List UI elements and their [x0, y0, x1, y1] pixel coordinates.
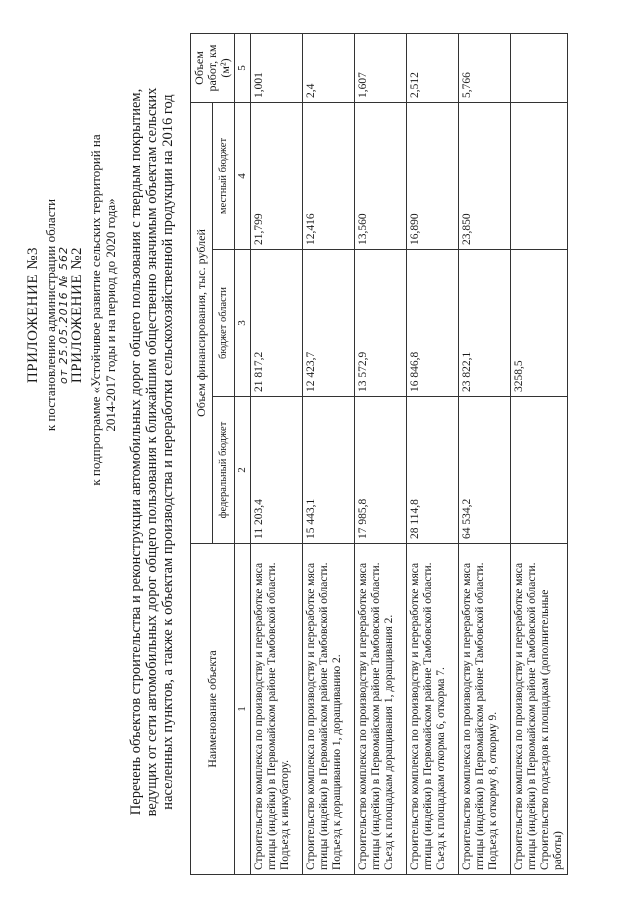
work-volume-cell: 2,4 [303, 34, 355, 103]
local-budget-cell: 13,560 [355, 103, 407, 250]
document-title [128, 57, 176, 847]
column-number: 2 [235, 397, 251, 544]
subprogram-line-2: 2014-2017 годы и на период до 2020 года» [103, 198, 118, 432]
federal-budget-cell: 15 443,1 [303, 397, 355, 544]
regional-budget-cell: 21 817,2 [251, 250, 303, 397]
object-name-cell: Строительство комплекса по производству и переработке мяса птицы (индейки) в Первомайском районе Тамбовской области. Подъезд к инкубатору. [251, 544, 303, 875]
object-name-cell: Строительство комплекса по производству и переработке мяса птицы (индейки) в Первомайском районе Тамбовской области. Съезд к площадкам доращивания 1, доращивания 2. [355, 544, 407, 875]
local-budget-cell: 12,416 [303, 103, 355, 250]
federal-budget-cell: 64 534,2 [459, 397, 511, 544]
object-name-cell: Строительство комплекса по производству и переработке мяса птицы (индейки) в Первомайском районе Тамбовской области. Подъезд к доращиванию 1, доращиванию 2. [303, 544, 355, 875]
table-row [407, 34, 459, 875]
subprogram-line-1: к подпрограмме «Устойчивое развитие сельских территорий на [88, 134, 103, 486]
local-budget-cell: 21,799 [251, 103, 303, 250]
header-local: местный бюджет [213, 103, 235, 250]
document-title-line-1: Перечень объектов строительства и реконструкции автомобильных дорог общего пользования с твердым покрытием, [128, 88, 144, 816]
work-volume-cell: 1,607 [355, 34, 407, 103]
local-budget-cell [511, 103, 568, 250]
federal-budget-cell [511, 397, 568, 544]
federal-budget-cell: 11 203,4 [251, 397, 303, 544]
federal-budget-cell: 17 985,8 [355, 397, 407, 544]
column-number: 3 [235, 250, 251, 397]
work-volume-cell: 2,512 [407, 34, 459, 103]
work-volume-cell [511, 34, 568, 103]
regional-budget-cell: 3258,5 [511, 250, 568, 397]
table-row [251, 34, 303, 875]
object-name-cell: Строительство комплекса по производству и переработке мяса птицы (индейки) в Первомайском районе Тамбовской области. Подъезд к откорму 8, откорму 9. [459, 544, 511, 875]
document-title-line-2: ведущих от сети автомобильных дорог общего пользования к ближайшим общественно значимым объектам сельских [144, 87, 160, 817]
table-row [303, 34, 355, 875]
column-number: 4 [235, 103, 251, 250]
header-federal: федеральный бюджет [213, 397, 235, 544]
regional-budget-cell: 13 572,9 [355, 250, 407, 397]
header-volume: Объем работ, км (м²) [191, 34, 235, 103]
document-title-line-3: населенных пунктов, а также к объектам производства и переработки сельскохозяйственной продукции на 2016 год [160, 94, 176, 810]
object-name-cell: Строительство комплекса по производству и переработке мяса птицы (индейки) в Первомайском районе Тамбовской области. Строительство подъездов к площадкам (дополнительные работы) [511, 544, 568, 875]
work-volume-cell: 5,766 [459, 34, 511, 103]
appendix-title: ПРИЛОЖЕНИЕ №3 [25, 246, 41, 384]
resolution-reference: к постановлению администрации области [43, 198, 58, 432]
regional-budget-cell: 23 822,1 [459, 250, 511, 397]
local-budget-cell: 16,890 [407, 103, 459, 250]
header-regional: бюджет области [213, 250, 235, 397]
header-financing: Объем финансирования, тыс. рублей [191, 103, 213, 544]
federal-budget-cell: 28 114,8 [407, 397, 459, 544]
objects-table [190, 33, 568, 875]
column-number: 5 [235, 34, 251, 103]
appendix-title-2: ПРИЛОЖЕНИЕ №2 [69, 246, 85, 384]
table-row [511, 34, 568, 875]
column-number: 1 [235, 544, 251, 875]
column-number-row [235, 34, 251, 875]
regional-budget-cell: 12 423,7 [303, 250, 355, 397]
regional-budget-cell: 16 846,8 [407, 250, 459, 397]
work-volume-cell: 1,001 [251, 34, 303, 103]
object-name-cell: Строительство комплекса по производству и переработке мяса птицы (индейки) в Первомайском районе Тамбовской области. Съезд к площадкам откорма 6, откорма 7. [407, 544, 459, 875]
table-row [355, 34, 407, 875]
local-budget-cell: 23,850 [459, 103, 511, 250]
header-object-name: Наименование объекта [191, 544, 235, 875]
handwritten-date-number: от 25.05.2016 № 562 [57, 245, 70, 385]
table-row [459, 34, 511, 875]
